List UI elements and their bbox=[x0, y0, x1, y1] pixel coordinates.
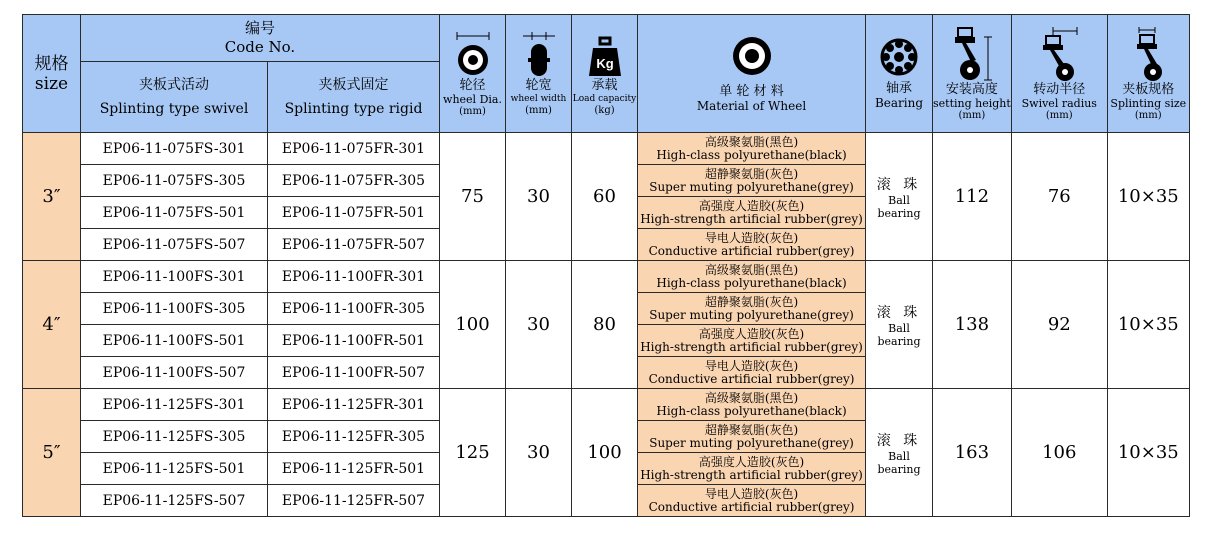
bearing-en: Ball bearing bbox=[877, 193, 921, 220]
swivel-radius-cell: 76 bbox=[1011, 133, 1107, 261]
header-code-en: Code No. bbox=[224, 38, 296, 56]
setting-height-cell: 138 bbox=[933, 261, 1012, 389]
rigid-code-cell: EP06-11-100FR-301 bbox=[268, 261, 440, 293]
header-rigid bbox=[268, 62, 440, 133]
bearing-cell bbox=[866, 389, 933, 517]
material-cn: 高级聚氨脂(黑色) bbox=[704, 134, 799, 149]
material-en: Super muting polyurethane(grey) bbox=[649, 179, 854, 194]
weight-icon-label: Kg bbox=[595, 56, 614, 71]
material-cn: 高强度人造胶(灰色) bbox=[698, 198, 805, 213]
swivel-code-cell: EP06-11-100FS-507 bbox=[81, 357, 268, 389]
size-cell: 4″ bbox=[23, 261, 81, 389]
header-load bbox=[572, 15, 638, 133]
wheel-dia-cell: 100 bbox=[440, 261, 506, 389]
header-code bbox=[81, 15, 440, 62]
material-cell bbox=[638, 165, 866, 197]
header-swivel-en: Splinting type swivel bbox=[99, 101, 249, 117]
header-swivel-cn: 夹板式活动 bbox=[139, 77, 209, 93]
bearing-cell bbox=[866, 261, 933, 389]
rigid-code-cell: EP06-11-125FR-301 bbox=[268, 389, 440, 421]
material-cell bbox=[638, 485, 866, 517]
header-size-en: size bbox=[34, 73, 69, 94]
bearing-cn: 滚 珠 bbox=[876, 176, 922, 193]
setting-height-cell: 163 bbox=[933, 389, 1012, 517]
material-en: Conductive artificial rubber(grey) bbox=[648, 499, 855, 514]
bearing-en: Ball bearing bbox=[877, 449, 921, 476]
wheel-width-cell: 30 bbox=[506, 261, 572, 389]
header-height-cn: 安装高度 bbox=[945, 81, 998, 97]
material-cell bbox=[638, 229, 866, 261]
rigid-code-cell: EP06-11-100FR-305 bbox=[268, 293, 440, 325]
material-cn: 超静聚氨脂(灰色) bbox=[704, 422, 799, 437]
header-material-cn: 单 轮 材 料 bbox=[719, 84, 784, 99]
header-setting-height bbox=[933, 15, 1012, 133]
bearing-cn: 滚 珠 bbox=[876, 432, 922, 449]
ball-bearing-icon bbox=[879, 37, 919, 77]
header-material-en: Material of Wheel bbox=[696, 99, 807, 113]
material-cn: 高级聚氨脂(黑色) bbox=[704, 390, 799, 405]
swivel-code-cell: EP06-11-100FS-501 bbox=[81, 325, 268, 357]
material-cell bbox=[638, 197, 866, 229]
header-splint-unit: (mm) bbox=[1134, 109, 1162, 121]
swivel-radius-cell: 106 bbox=[1011, 389, 1107, 517]
material-en: Super muting polyurethane(grey) bbox=[649, 307, 854, 322]
wheel-diameter-icon bbox=[453, 30, 493, 78]
swivel-code-cell: EP06-11-125FS-507 bbox=[81, 485, 268, 517]
material-en: High-class polyurethane(black) bbox=[656, 275, 847, 290]
bearing-cell bbox=[866, 133, 933, 261]
header-wheel-dia-en: wheel Dia. bbox=[443, 92, 502, 106]
header-load-unit: (kg) bbox=[594, 105, 615, 116]
material-en: Conductive artificial rubber(grey) bbox=[648, 371, 855, 386]
header-swivel-radius bbox=[1011, 15, 1107, 133]
header-size bbox=[23, 15, 81, 133]
header-splint-en: Splinting size bbox=[1110, 96, 1187, 110]
rigid-code-cell: EP06-11-075FR-305 bbox=[268, 165, 440, 197]
material-en: High-strength artificial rubber(grey) bbox=[640, 211, 863, 226]
material-en: High-class polyurethane(black) bbox=[656, 147, 847, 162]
swivel-code-cell: EP06-11-075FS-305 bbox=[81, 165, 268, 197]
load-cell: 100 bbox=[572, 389, 638, 517]
bearing-en: Ball bearing bbox=[877, 321, 921, 348]
header-height-unit: (mm) bbox=[958, 109, 986, 121]
setting-height-icon bbox=[944, 26, 1000, 82]
wheel-material-icon bbox=[730, 34, 774, 78]
swivel-code-cell: EP06-11-125FS-501 bbox=[81, 453, 268, 485]
header-rigid-en: Splinting type rigid bbox=[284, 101, 423, 117]
splinting-size-cell: 10×35 bbox=[1107, 261, 1189, 389]
header-wheel-dia bbox=[440, 15, 506, 133]
splinting-size-icon bbox=[1123, 26, 1173, 82]
rigid-code-cell: EP06-11-075FR-301 bbox=[268, 133, 440, 165]
swivel-code-cell: EP06-11-125FS-301 bbox=[81, 389, 268, 421]
swivel-code-cell: EP06-11-075FS-301 bbox=[81, 133, 268, 165]
splinting-size-cell: 10×35 bbox=[1107, 389, 1189, 517]
material-cn: 导电人造胶(灰色) bbox=[704, 358, 799, 373]
material-cn: 超静聚氨脂(灰色) bbox=[704, 294, 799, 309]
header-swivel bbox=[81, 62, 268, 133]
swivel-code-cell: EP06-11-075FS-507 bbox=[81, 229, 268, 261]
wheel-width-cell: 30 bbox=[506, 389, 572, 517]
header-bearing bbox=[866, 15, 933, 133]
material-en: High-strength artificial rubber(grey) bbox=[640, 339, 863, 354]
rigid-code-cell: EP06-11-125FR-501 bbox=[268, 453, 440, 485]
header-load-en: Load capacity bbox=[572, 94, 637, 104]
header-wheel-width-unit: (mm) bbox=[525, 105, 552, 116]
splinting-size-cell: 10×35 bbox=[1107, 133, 1189, 261]
rigid-code-cell: EP06-11-125FR-305 bbox=[268, 421, 440, 453]
swivel-code-cell: EP06-11-100FS-305 bbox=[81, 293, 268, 325]
table-row bbox=[23, 133, 1190, 165]
header-code-cn: 编号 bbox=[244, 19, 275, 37]
load-cell: 80 bbox=[572, 261, 638, 389]
weight-icon bbox=[585, 30, 625, 78]
material-cell bbox=[638, 453, 866, 485]
header-wheel-width-cn: 轮宽 bbox=[525, 78, 552, 93]
rigid-code-cell: EP06-11-075FR-507 bbox=[268, 229, 440, 261]
material-en: Conductive artificial rubber(grey) bbox=[648, 243, 855, 258]
header-wheel-dia-unit: (mm) bbox=[459, 105, 486, 117]
material-en: Super muting polyurethane(grey) bbox=[649, 435, 854, 450]
material-cell bbox=[638, 133, 866, 165]
rigid-code-cell: EP06-11-125FR-507 bbox=[268, 485, 440, 517]
rigid-code-cell: EP06-11-075FR-501 bbox=[268, 197, 440, 229]
material-cn: 高强度人造胶(灰色) bbox=[698, 326, 805, 341]
material-cn: 导电人造胶(灰色) bbox=[704, 230, 799, 245]
header-material bbox=[638, 15, 866, 133]
material-cell bbox=[638, 421, 866, 453]
header-height-en: setting height bbox=[933, 96, 1011, 110]
load-cell: 60 bbox=[572, 133, 638, 261]
size-cell: 3″ bbox=[23, 133, 81, 261]
swivel-code-cell: EP06-11-100FS-301 bbox=[81, 261, 268, 293]
swivel-code-cell: EP06-11-075FS-501 bbox=[81, 197, 268, 229]
wheel-dia-cell: 125 bbox=[440, 389, 506, 517]
header-load-cn: 承载 bbox=[591, 78, 618, 93]
rigid-code-cell: EP06-11-100FR-507 bbox=[268, 357, 440, 389]
header-wheel-width bbox=[506, 15, 572, 133]
header-bearing-cn: 轴承 bbox=[885, 81, 912, 96]
material-cell bbox=[638, 293, 866, 325]
bearing-cn: 滚 珠 bbox=[876, 304, 922, 321]
material-cn: 高级聚氨脂(黑色) bbox=[704, 262, 799, 277]
header-wheel-width-en: wheel width bbox=[510, 94, 567, 104]
header-bearing-en: Bearing bbox=[874, 96, 924, 110]
header-splint-cn: 夹板规格 bbox=[1122, 81, 1175, 97]
setting-height-cell: 112 bbox=[933, 133, 1012, 261]
caster-spec-table bbox=[22, 14, 1190, 517]
table-row bbox=[23, 261, 1190, 293]
rigid-code-cell: EP06-11-100FR-501 bbox=[268, 325, 440, 357]
material-cn: 导电人造胶(灰色) bbox=[704, 486, 799, 501]
header-radius-unit: (mm) bbox=[1045, 109, 1073, 121]
header-rigid-cn: 夹板式固定 bbox=[318, 77, 389, 93]
table-row bbox=[23, 389, 1190, 421]
header-splinting-size bbox=[1107, 15, 1189, 133]
size-cell: 5″ bbox=[23, 389, 81, 517]
header-wheel-dia-cn: 轮径 bbox=[459, 77, 486, 93]
material-cell bbox=[638, 261, 866, 293]
wheel-width-cell: 30 bbox=[506, 133, 572, 261]
wheel-dia-cell: 75 bbox=[440, 133, 506, 261]
header-radius-en: Swivel radius bbox=[1021, 96, 1097, 110]
material-cn: 高强度人造胶(灰色) bbox=[698, 454, 805, 469]
header-size-cn: 规格 bbox=[34, 53, 69, 74]
swivel-radius-icon bbox=[1031, 26, 1087, 82]
swivel-code-cell: EP06-11-125FS-305 bbox=[81, 421, 268, 453]
wheel-width-icon bbox=[519, 30, 559, 78]
material-en: High-class polyurethane(black) bbox=[656, 403, 847, 418]
material-cell bbox=[638, 357, 866, 389]
material-cn: 超静聚氨脂(灰色) bbox=[704, 166, 799, 181]
swivel-radius-cell: 92 bbox=[1011, 261, 1107, 389]
material-en: High-strength artificial rubber(grey) bbox=[640, 467, 863, 482]
material-cell bbox=[638, 325, 866, 357]
header-radius-cn: 转动半径 bbox=[1033, 81, 1086, 97]
material-cell bbox=[638, 389, 866, 421]
